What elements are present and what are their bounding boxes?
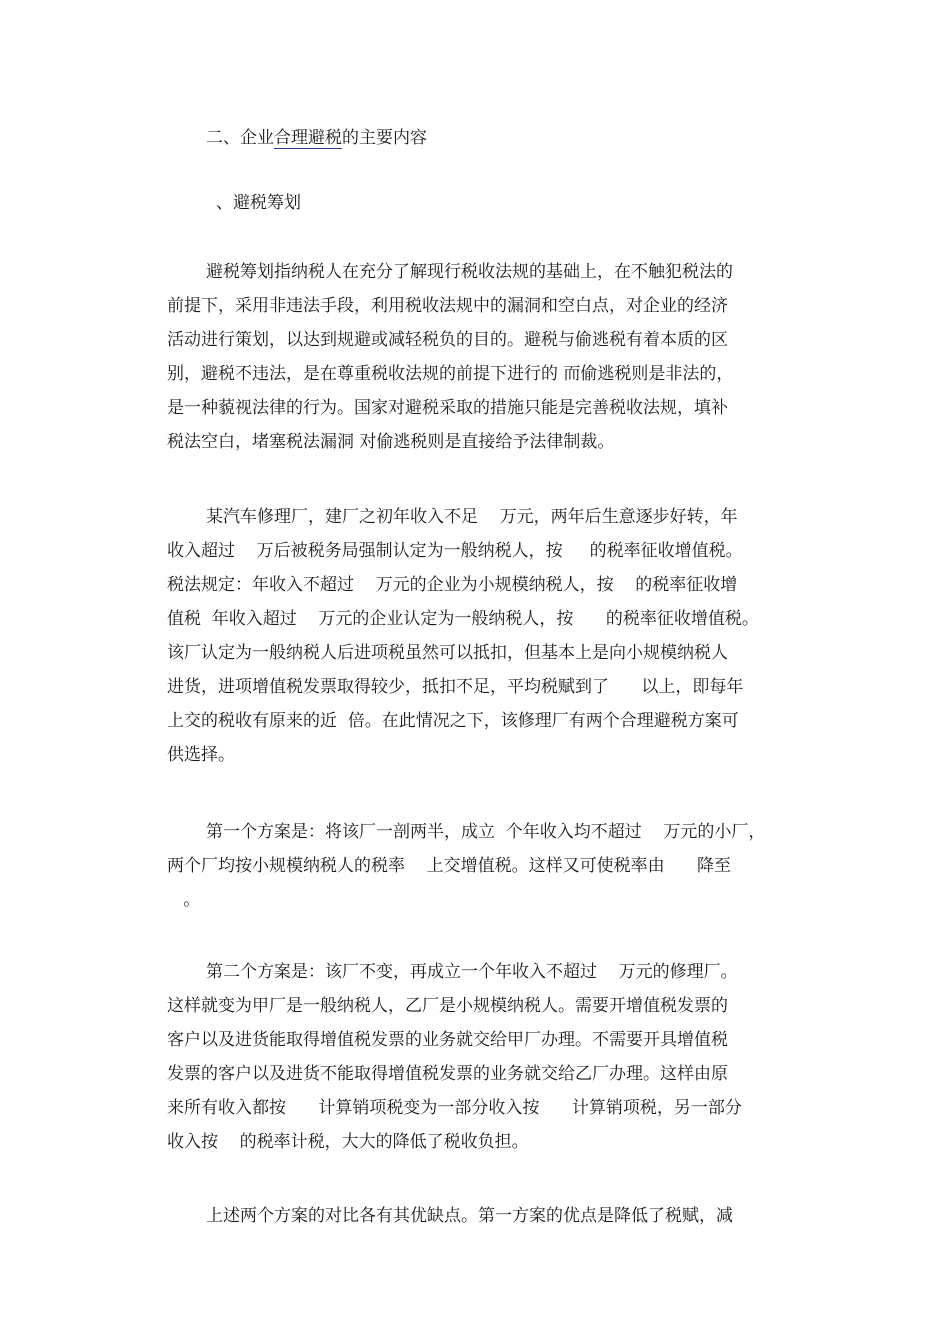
paragraph-line: 前提下，采用非违法手段，利用税收法规中的漏洞和空白点，对企业的经济 xyxy=(167,296,728,316)
paragraph-line: 收入超过 万后被税务局强制认定为一般纳税人，按 的税率征收增值税。 xyxy=(167,541,743,561)
heading-link[interactable]: 合理避税 xyxy=(274,128,342,148)
paragraph-line: 值税 年收入超过 万元的企业认定为一般纳税人，按 的税率征收增值税。 xyxy=(167,609,759,629)
paragraph-line: 别，避税不违法，是在尊重税收法规的前提下进行的 而偷逃税则是非法的， xyxy=(167,364,734,384)
paragraph-1 xyxy=(167,255,807,459)
paragraph-line: 上述两个方案的对比各有其优缺点。第一方案的优点是降低了税赋，减 xyxy=(206,1206,733,1226)
paragraph-2 xyxy=(167,500,807,772)
paragraph-line: 该厂认定为一般纳税人后进项税虽然可以抵扣，但基本上是向小规模纳税人 xyxy=(167,643,728,663)
paragraph-line: 是一种藐视法律的行为。国家对避税采取的措施只能是完善税收法规，填补 xyxy=(167,398,728,418)
paragraph-line: 避税筹划指纳税人在充分了解现行税收法规的基础上，在不触犯税法的 xyxy=(206,262,733,282)
subsection-heading: 、避税筹划 xyxy=(216,193,301,213)
paragraph-line: 某汽车修理厂，建厂之初年收入不足 万元，两年后生意逐步好转，年 xyxy=(206,507,738,527)
paragraph-5 xyxy=(167,1199,807,1233)
heading-suffix: 的主要内容 xyxy=(342,128,427,148)
paragraph-line: 进货，进项增值税发票取得较少，抵扣不足，平均税赋到了 以上，即每年 xyxy=(167,677,744,697)
heading-prefix: 二、企业 xyxy=(206,128,274,148)
paragraph-line: 供选择。 xyxy=(167,745,235,765)
paragraph-3 xyxy=(167,815,807,917)
paragraph-line: 两个厂均按小规模纳税人的税率 上交增值税。这样又可使税率由 降至 xyxy=(167,856,732,876)
paragraph-line: 税法规定：年收入不超过 万元的企业为小规模纳税人，按 的税率征收增 xyxy=(167,575,738,595)
paragraph-line: 这样就变为甲厂是一般纳税人，乙厂是小规模纳税人。需要开增值税发票的 xyxy=(167,996,728,1016)
paragraph-line: 来所有收入都按 计算销项税变为一部分收入按 计算销项税，另一部分 xyxy=(167,1098,742,1118)
paragraph-4 xyxy=(167,955,807,1159)
section-heading xyxy=(206,126,427,150)
paragraph-line: 税法空白，堵塞税法漏洞 对偷逃税则是直接给予法律制裁。 xyxy=(167,432,615,452)
paragraph-line: 收入按 的税率计税，大大的降低了税收负担。 xyxy=(167,1132,529,1152)
paragraph-line: 。 xyxy=(167,890,201,910)
paragraph-line: 活动进行策划，以达到规避或减轻税负的目的。避税与偷逃税有着本质的区 xyxy=(167,330,728,350)
paragraph-line: 上交的税收有原来的近 倍。在此情况之下，该修理厂有两个合理避税方案可 xyxy=(167,711,739,731)
paragraph-line: 第一个方案是：将该厂一剖两半，成立 个年收入均不超过 万元的小厂， xyxy=(206,822,766,842)
paragraph-line: 第二个方案是：该厂不变，再成立一个年收入不超过 万元的修理厂。 xyxy=(206,962,738,982)
paragraph-line: 发票的客户以及进货不能取得增值税发票的业务就交给乙厂办理。这样由原 xyxy=(167,1064,728,1084)
paragraph-line: 客户以及进货能取得增值税发票的业务就交给甲厂办理。不需要开具增值税 xyxy=(167,1030,728,1050)
